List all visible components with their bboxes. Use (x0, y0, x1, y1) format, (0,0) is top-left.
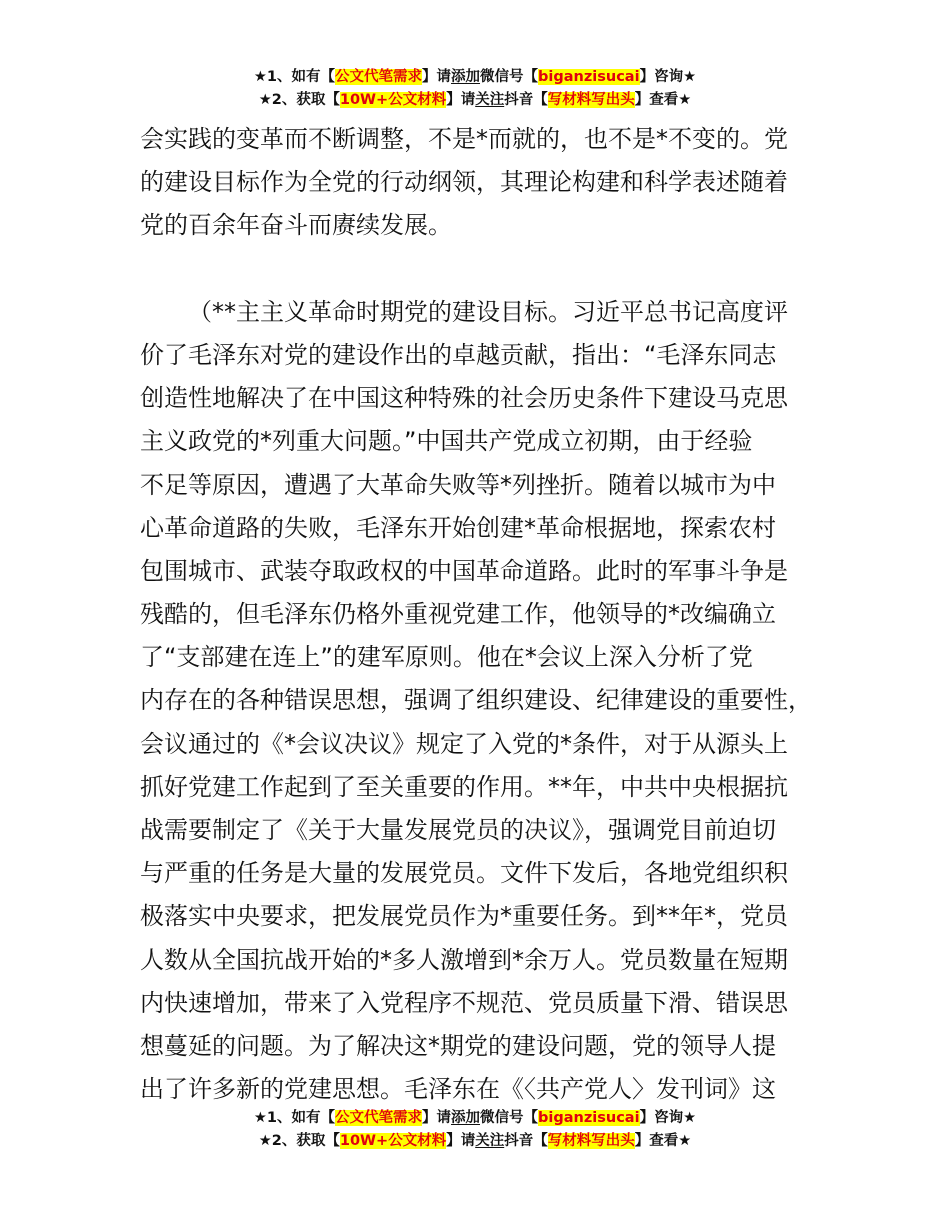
text-line: 极落实中央要求，把发展党员作为*重要任务。到**年*，党员 (140, 902, 788, 931)
banner-text: ★2、获取【 (258, 1133, 340, 1149)
document-body (140, 118, 840, 1111)
banner-highlight-service: 公文代笔需求 (335, 1110, 423, 1126)
banner-text: 抖音【 (504, 1133, 548, 1149)
text-line: 人数从全国抗战开始的*多人激增到*余万人。党员数量在短期 (140, 945, 788, 974)
text-line: 残酷的，但毛泽东仍格外重视党建工作，他领导的*改编确立 (140, 600, 776, 629)
banner-underlined-text: 添加 (451, 1110, 481, 1126)
text-line: 包围城市、武装夺取政权的中国革命道路。此时的军事斗争是 (140, 556, 788, 585)
banner-text: 】请 (446, 1133, 476, 1149)
banner-highlight-douyin-account: 写材料写出头 (547, 92, 635, 108)
text-line: 的建设目标作为全党的行动纲领，其理论构建和科学表述随着 (140, 168, 788, 197)
banner-text: 】请 (422, 1110, 452, 1126)
banner-underlined-text: 添加 (451, 69, 481, 85)
banner-underlined-text: 关注 (475, 92, 505, 108)
text-line: 创造性地解决了在中国这种特殊的社会历史条件下建设马克思 (140, 384, 788, 413)
banner-highlight-douyin-account: 写材料写出头 (547, 1133, 635, 1149)
text-line: 抓好党建工作起到了至关重要的作用。**年，中共中央根据抗 (140, 772, 788, 801)
banner-text: 】查看★ (634, 92, 692, 108)
banner-highlight-service: 公文代笔需求 (335, 69, 423, 85)
paragraph-spacer (140, 248, 840, 291)
banner-text: 】请 (446, 92, 476, 108)
banner-text: 】咨询★ (639, 1110, 697, 1126)
banner-highlight-wechat-id: biganzisucai (538, 69, 640, 85)
text-line: 不足等原因，遭遇了大革命失败等*列挫折。随着以城市为中 (140, 470, 776, 499)
text-line: 了“支部建在连上”的建军原则。他在*会议上深入分析了党 (140, 643, 753, 672)
header-banner-line-2 (0, 89, 950, 112)
text-line: 心革命道路的失败，毛泽东开始创建*革命根据地，探索农村 (140, 513, 776, 542)
text-line: 会议通过的《*会议决议》规定了入党的*条件，对于从源头上 (140, 729, 788, 758)
banner-text: 】咨询★ (639, 69, 697, 85)
banner-text: 】查看★ (634, 1133, 692, 1149)
banner-text: 】请 (422, 69, 452, 85)
text-line: 想蔓延的问题。为了解决这*期党的建设问题，党的领导人提 (140, 1031, 776, 1060)
banner-text: ★2、获取【 (258, 92, 340, 108)
header-banner-line-1 (0, 66, 950, 89)
text-line: 党的百余年奋斗而赓续发展。 (140, 211, 452, 240)
banner-highlight-wechat-id: biganzisucai (538, 1110, 640, 1126)
text-line: 出了许多新的党建思想。毛泽东在《〈共产党人〉发刊词》这 (140, 1075, 776, 1104)
banner-text: ★1、如有【 (253, 1110, 336, 1126)
text-line: （**主主义革命时期党的建设目标。习近平总书记高度评 (188, 297, 788, 326)
text-line: 会实践的变革而不断调整，不是*而就的，也不是*不变的。党 (140, 125, 788, 153)
text-line: 主义政党的*列重大问题。”中国共产党成立初期，由于经验 (140, 427, 753, 456)
text-line: 价了毛泽东对党的建设作出的卓越贡献，指出：“毛泽东同志 (140, 340, 777, 369)
paragraph-2 (140, 291, 840, 1112)
banner-highlight-materials: 10W+公文材料 (339, 92, 447, 108)
banner-text: 微信号【 (480, 69, 539, 85)
header-banner (0, 66, 950, 112)
text-line: 内存在的各种错误思想，强调了组织建设、纪律建设的重要性， (140, 686, 812, 715)
banner-text: ★1、如有【 (253, 69, 336, 85)
text-line: 与严重的任务是大量的发展党员。文件下发后，各地党组织积 (140, 859, 788, 888)
text-line: 内快速增加，带来了入党程序不规范、党员质量下滑、错误思 (140, 988, 788, 1017)
banner-highlight-materials: 10W+公文材料 (339, 1133, 447, 1149)
footer-banner-line-2 (0, 1130, 950, 1153)
banner-text: 微信号【 (480, 1110, 539, 1126)
footer-banner-line-1 (0, 1107, 950, 1130)
footer-banner (0, 1107, 950, 1153)
banner-underlined-text: 关注 (475, 1133, 505, 1149)
text-line: 战需要制定了《关于大量发展党员的决议》，强调党目前迫切 (140, 816, 776, 844)
paragraph-1 (140, 118, 840, 248)
banner-text: 抖音【 (504, 92, 548, 108)
